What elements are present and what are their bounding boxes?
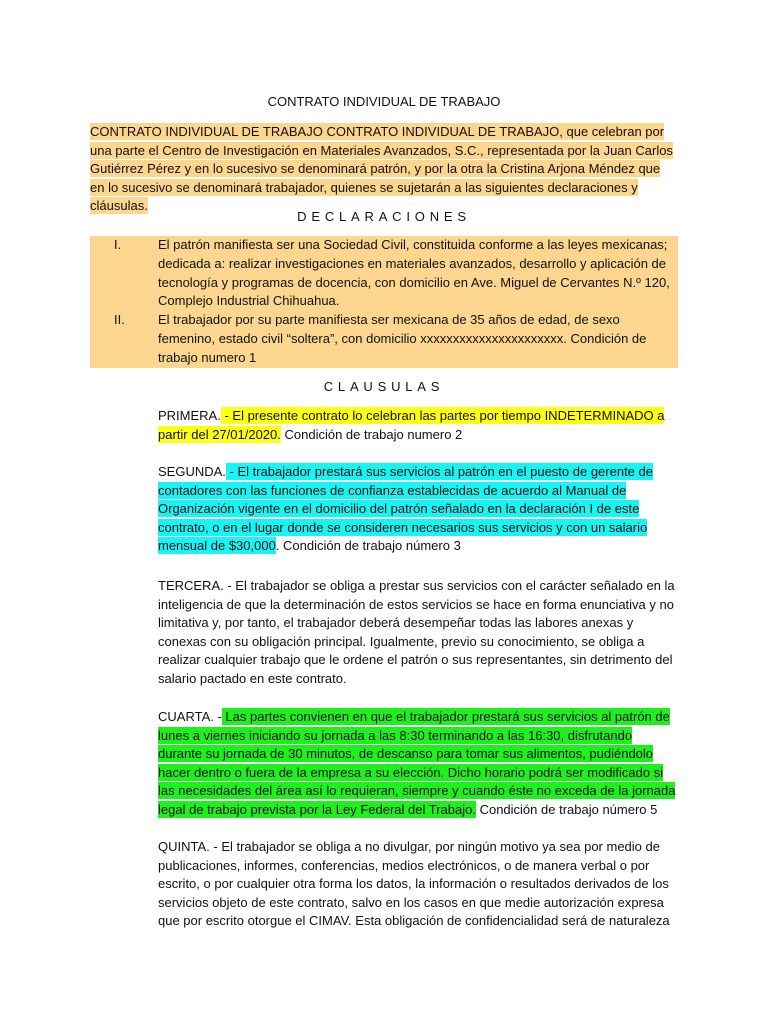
intro-text: CONTRATO INDIVIDUAL DE TRABAJO CONTRATO INDIVIDUAL DE TRABAJO, que celebran por una parte el Centro de Investigación en Materiales Avanzados, S.C., representada por la Juan Carlos Gutiérrez Pérez y en lo sucesivo se denominará patrón, y por la otra la Cristina Arjona Méndez que en lo sucesivo se denominará trabajador, quienes se sujetarán a las siguientes declaraciones y cláusulas. bbox=[90, 124, 673, 214]
declaracion-number: II. bbox=[114, 312, 125, 328]
intro-paragraph bbox=[90, 123, 678, 216]
clausula-highlighted-text: - El trabajador prestará sus servicios al patrón en el puesto de gerente de contadores con las funciones de confianza establecidas de acuerdo al Manual de Organización vigente en el domicilio del patrón señalado en la declaración I de este contrato, o en el lugar donde se consideren necesarios sus servicios y con un salario mensual de $30,000 bbox=[158, 464, 653, 554]
declaracion-item bbox=[90, 311, 678, 367]
declaracion-text: El trabajador por su parte manifiesta ser mexicana de 35 años de edad, de sexo femenino, estado civil “soltera”, con domicilio xxxxxxxxxxxxxxxxxxxxxx. Condición de trabajo numero 1 bbox=[158, 312, 647, 365]
clausula-label: TERCERA. bbox=[158, 578, 224, 593]
clausula-highlighted-text: - El presente contrato lo celebran las partes por tiempo INDETERMINADO a partir del 27/01/2020. bbox=[158, 408, 665, 442]
declaracion-number: I. bbox=[114, 237, 122, 252]
clausula-quinta bbox=[158, 838, 678, 931]
declaraciones-heading: DECLARACIONES bbox=[297, 209, 471, 224]
clausula-tercera bbox=[158, 577, 678, 689]
clausula-tail: . Condición de trabajo número 3 bbox=[275, 538, 461, 554]
clausula-tail: Condición de trabajo numero 2 bbox=[280, 426, 463, 442]
clausula-label: CUARTA. - bbox=[158, 709, 222, 724]
clausula-highlighted-text: Las partes convienen en que el trabajador prestará sus servicios al patrón de lunes a viernes iniciando su jornada a las 8:30 terminando a las 16:30, disfrutando durante su jornada de 30 minutos, de descanso para tomar sus alimentos, pudiéndolo hacer dentro o fuera de la empresa a su elección. Dicho horario podrá ser modificado si las necesidades del área así lo requieran, siempre y cuando éste no exceda de la jornada legal de trabajo prevista por la Ley Federal del Trabajo. bbox=[158, 709, 676, 817]
clausulas-heading: CLAUSULAS bbox=[323, 379, 445, 394]
clausula-text: - El trabajador se obliga a no divulgar, por ningún motivo ya sea por medio de publicaciones, informes, conferencias, medios electrónicos, o de manera verbal o por escrito, o por cualquier otra forma los datos, la información o resultados derivados de los servicios objeto de este contrato, salvo en los casos en que medie autorización expresa que por escrito otorgue el CIMAV. Esta obligación de confidencialidad será de naturaleza bbox=[158, 839, 670, 929]
clausula-cuarta bbox=[158, 708, 678, 820]
document-title: CONTRATO INDIVIDUAL DE TRABAJO bbox=[267, 94, 501, 109]
declaracion-text: El patrón manifiesta ser una Sociedad Civil, constituida conforme a las leyes mexicanas; dedicada a: realizar investigaciones en materiales avanzados, desarrollo y aplicación de tecnología y programas de docencia, con domicilio en Ave. Miguel de Cervantes N.º 120, Complejo Industrial Chihuahua. bbox=[158, 237, 670, 309]
clausula-primera bbox=[158, 407, 678, 444]
clausula-segunda bbox=[158, 463, 678, 556]
clausula-label: PRIMERA. bbox=[158, 408, 221, 423]
clausula-label: QUINTA. bbox=[158, 839, 210, 854]
declaraciones-list bbox=[90, 236, 678, 368]
clausula-tail: Condición de trabajo número 5 bbox=[475, 801, 658, 817]
declaracion-item bbox=[90, 236, 678, 311]
clausula-text: - El trabajador se obliga a prestar sus servicios con el carácter señalado en la inteligencia de que la determinación de estos servicios se hace en forma enunciativa y no limitativa y, por tanto, el trabajador deberá desempeñar todas las labores anexas y conexas con su obligación principal. Igualmente, previo su conocimiento, se obliga a realizar cualquier trabajo que le ordene el patrón o sus representantes, sin detrimento del salario pactado en este contrato. bbox=[158, 578, 675, 686]
clausula-label: SEGUNDA. bbox=[158, 464, 226, 479]
